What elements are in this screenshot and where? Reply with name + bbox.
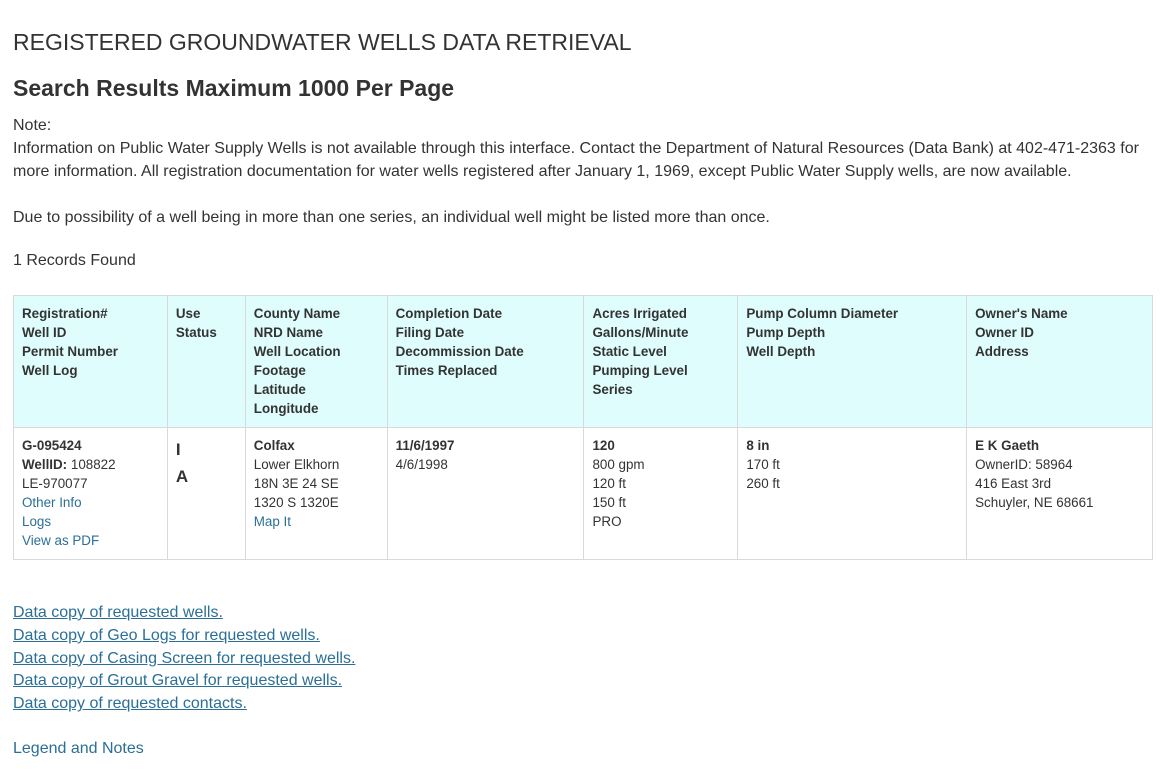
header-line: Well Log [22,363,78,378]
data-copy-geo-logs-link[interactable]: Data copy of Geo Logs for requested wells. [13,626,320,644]
data-copy-contacts-link[interactable]: Data copy of requested contacts. [13,695,247,713]
owner-address-street: 416 East 3rd [975,476,1052,491]
header-line: Static Level [592,344,667,359]
data-copy-wells-link[interactable]: Data copy of requested wells. [13,604,223,621]
header-line: Footage [253,363,306,378]
header-line: Well Location [253,344,341,359]
static-level: 120 ft [592,476,626,491]
other-info-link[interactable]: Other Info [22,495,82,510]
use-code: I [175,440,181,459]
header-registration [14,296,168,428]
pump-column-diameter: 8 in [746,438,770,453]
well-location: 18N 3E 24 SE [253,476,339,491]
owner-address-city: Schuyler, NE 68661 [975,495,1094,510]
pumping-level: 150 ft [592,495,626,510]
filing-date: 4/6/1998 [395,457,448,472]
header-line: Latitude [253,382,306,397]
header-line: Pumping Level [592,363,688,378]
data-copy-links [13,602,355,716]
header-line: Permit Number [22,344,118,359]
footage: 1320 S 1320E [253,495,339,510]
header-line: Pump Column Diameter [746,306,899,321]
legend-and-notes-link[interactable]: Legend and Notes [13,740,144,757]
wells-results-table [13,295,1153,560]
status-code: A [175,467,189,486]
header-line: NRD Name [253,325,323,340]
header-line: Decommission Date [395,344,524,359]
table-row [14,428,1153,560]
nrd-name: Lower Elkhorn [253,457,340,472]
cell-county [245,428,387,560]
acres-irrigated: 120 [592,438,615,453]
owner-name: E K Gaeth [975,438,1040,453]
header-line: Status [175,325,217,340]
county-name: Colfax [253,438,295,453]
header-pump [738,296,967,428]
cell-dates [387,428,584,560]
cell-use-status [167,428,245,560]
cell-owner [967,428,1153,560]
header-line: Gallons/Minute [592,325,689,340]
header-use-status [167,296,245,428]
pump-depth: 170 ft [746,457,780,472]
cell-acres [584,428,738,560]
header-line: Address [975,344,1029,359]
gallons-minute: 800 gpm [592,457,645,472]
well-depth: 260 ft [746,476,780,491]
records-found-count: 1 Records Found [13,252,136,269]
note-block [13,114,1153,229]
header-line: County Name [253,306,341,321]
header-line: Owner ID [975,325,1034,340]
header-line: Well Depth [746,344,816,359]
completion-date: 11/6/1997 [395,438,455,453]
registration-number: G-095424 [22,438,82,453]
header-dates [387,296,584,428]
header-county [245,296,387,428]
results-subtitle: Search Results Maximum 1000 Per Page [13,75,455,101]
cell-pump [738,428,967,560]
well-id [22,455,159,474]
note-label: Note: [13,117,52,134]
cell-registration [14,428,168,560]
header-acres [584,296,738,428]
series: PRO [592,514,622,529]
header-line: Longitude [253,401,319,416]
well-id-value: 108822 [70,457,116,472]
logs-link[interactable]: Logs [22,514,52,529]
owner-id: OwnerID: 58964 [975,457,1073,472]
view-pdf-link[interactable]: View as PDF [22,533,100,548]
note-text-series: Due to possibility of a well being in more than one series, an individual well might be listed more than once. [13,209,770,226]
header-line: Acres Irrigated [592,306,687,321]
permit-number: LE-970077 [22,476,88,491]
table-header-row [14,296,1153,428]
header-line: Filing Date [395,325,465,340]
map-it-link[interactable]: Map It [253,514,291,529]
header-line: Use [175,306,201,321]
header-owner [967,296,1153,428]
data-copy-grout-gravel-link[interactable]: Data copy of Grout Gravel for requested wells. [13,672,343,690]
data-copy-casing-screen-link[interactable]: Data copy of Casing Screen for requested wells. [13,649,356,667]
header-line: Times Replaced [395,363,498,378]
header-line: Series [592,382,633,397]
header-line: Completion Date [395,306,503,321]
note-spacer [13,183,1153,206]
well-id-label: WellID: [22,457,68,472]
page-title: REGISTERED GROUNDWATER WELLS DATA RETRIEVAL [13,29,632,55]
header-line: Registration# [22,306,108,321]
header-line: Well ID [22,325,67,340]
header-line: Owner's Name [975,306,1068,321]
header-line: Pump Depth [746,325,826,340]
note-text-public-water: Information on Public Water Supply Wells is not available through this interface. Contact the Department of Natural Resources (Data Bank) at 402-471-2363 for more information. All registration documentation for water wells registered after January 1, 1969, except Public Water Supply wells, are now available. [13,140,1139,180]
